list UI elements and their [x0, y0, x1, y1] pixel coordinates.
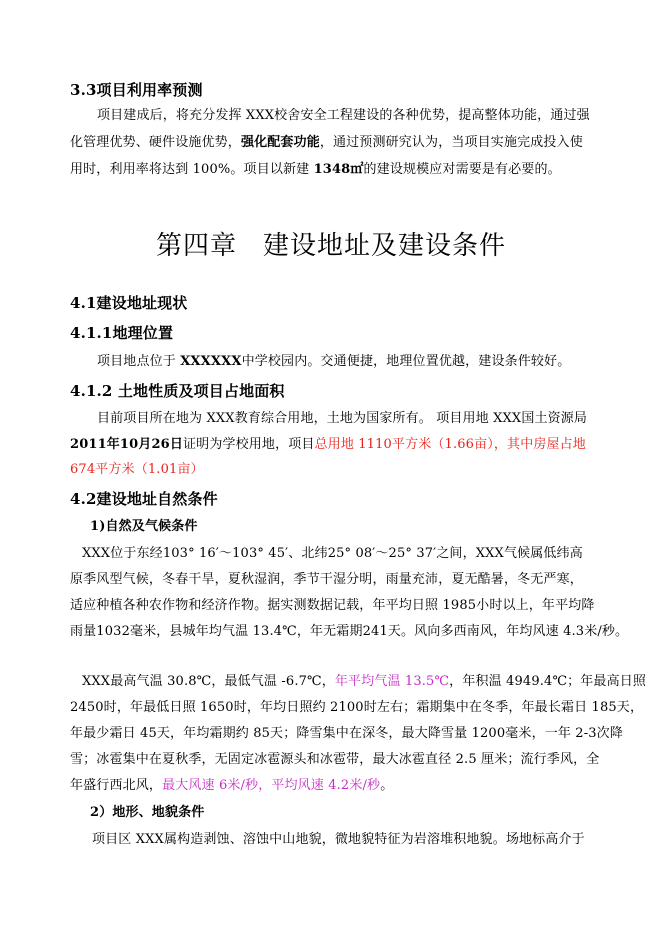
- paragraph-line: XXX位于东经103° 16′～103° 45′、北纬25° 08′～25° 37′之间，XXX气候属低纬高: [82, 546, 583, 561]
- paragraph-line: [70, 133, 583, 153]
- bold-text: 强化配套功能: [240, 135, 320, 150]
- section-heading-4-1: 4.1建设地址现状: [70, 294, 188, 312]
- text-span: ，通过预测研究认为，当项目实施完成投入使: [319, 135, 583, 150]
- bold-text: 1348㎡: [313, 162, 364, 177]
- paragraph-line: 项目建成后，将充分发挥 XXX校舍安全工程建设的各种优势，提高整体功能，通过强: [97, 108, 590, 123]
- paragraph-line: 目前项目所在地为 XXX教育综合用地，土地为国家所有。 项目用地 XXX国土资源局: [97, 411, 588, 426]
- paragraph-line: 项目区 XXX属构造剥蚀、溶蚀中山地貌，微地貌特征为岩溶堆积地貌。场地标高介于: [92, 832, 585, 847]
- text-span: 中学校园内。交通便捷，地理位置优越，建设条件较好。: [241, 354, 571, 369]
- text-span: 年盛行西北风，: [70, 778, 163, 793]
- paragraph-line: [82, 672, 646, 692]
- section-heading-4-2: 4.2建设地址自然条件: [70, 490, 218, 508]
- section-heading-4-1-1: 4.1.1地理位置: [70, 324, 174, 342]
- paragraph-line: [70, 776, 393, 796]
- text-span: 化管理优势、硬件设施优势，: [70, 135, 241, 150]
- highlight-magenta-text: 最大风速 6米/秒，平均风速 4.2米/秒: [162, 778, 381, 793]
- subsection-heading: 2）地形、地貌条件: [90, 805, 205, 820]
- paragraph-line: 雨量1032毫米，县城年均气温 13.4℃，年无霜期241天。风向多西南风，年均风速 4.3米/秒。: [70, 624, 629, 639]
- text-span: 的建设规模应对需要是有必要的。: [363, 162, 561, 177]
- chapter-title: [0, 228, 662, 264]
- section-heading-4-1-2: 4.1.2 土地性质及项目占地面积: [70, 382, 285, 400]
- highlight-red-text: 总用地 1110平方米（1.66亩），其中房屋占地: [314, 437, 586, 452]
- paragraph-line: 2450时，年最低日照 1650时，年均日照约 2100时左右；霜期集中在冬季，年最长霜日 185天，: [70, 700, 644, 715]
- chapter-name: 建设地址及建设条件: [263, 231, 507, 261]
- highlight-magenta-text: 年平均气温 13.5℃: [334, 674, 450, 689]
- chapter-number: 第四章: [155, 231, 237, 261]
- paragraph-line: [97, 352, 570, 372]
- paragraph-line: [70, 435, 586, 455]
- paragraph-line: 年最少霜日 45天，年均霜期约 85天；降雪集中在深冬，最大降雪量 1200毫米，一年 2-3次降: [70, 726, 623, 741]
- text-span: 项目地点位于: [97, 354, 181, 369]
- paragraph-line: 原季风型气候，冬春干旱，夏秋湿润，季节干湿分明，雨量充沛，夏无酷暑，冬无严寒，: [70, 572, 583, 587]
- text-span: 用时，利用率将达到 100%。项目以新建: [70, 162, 314, 177]
- subsection-heading: 1)自然及气候条件: [90, 519, 198, 534]
- text-span: 。: [380, 778, 394, 793]
- text-span: XXX最高气温 30.8℃，最低气温 -6.7℃，: [82, 674, 335, 689]
- paragraph-line: 雪；冰雹集中在夏秋季，无固定冰雹源头和冰雹带，最大冰雹直径 2.5 厘米；流行季风，全: [70, 752, 600, 767]
- text-span: 证明为学校用地，项目: [183, 437, 315, 452]
- section-heading-3-3: 3.3项目利用率预测: [70, 81, 203, 99]
- bold-text: XXXXXX: [180, 354, 242, 369]
- highlight-red-text: 674平方米（1.01亩）: [70, 462, 204, 477]
- paragraph-line: 适应种植各种农作物和经济作物。据实测数据记载，年平均日照 1985小时以上，年平均降: [70, 598, 595, 613]
- text-span: ，年积温 4949.4℃；年最高日照: [449, 674, 647, 689]
- bold-text: 2011年10月26日: [70, 437, 184, 452]
- paragraph-line: [70, 160, 561, 180]
